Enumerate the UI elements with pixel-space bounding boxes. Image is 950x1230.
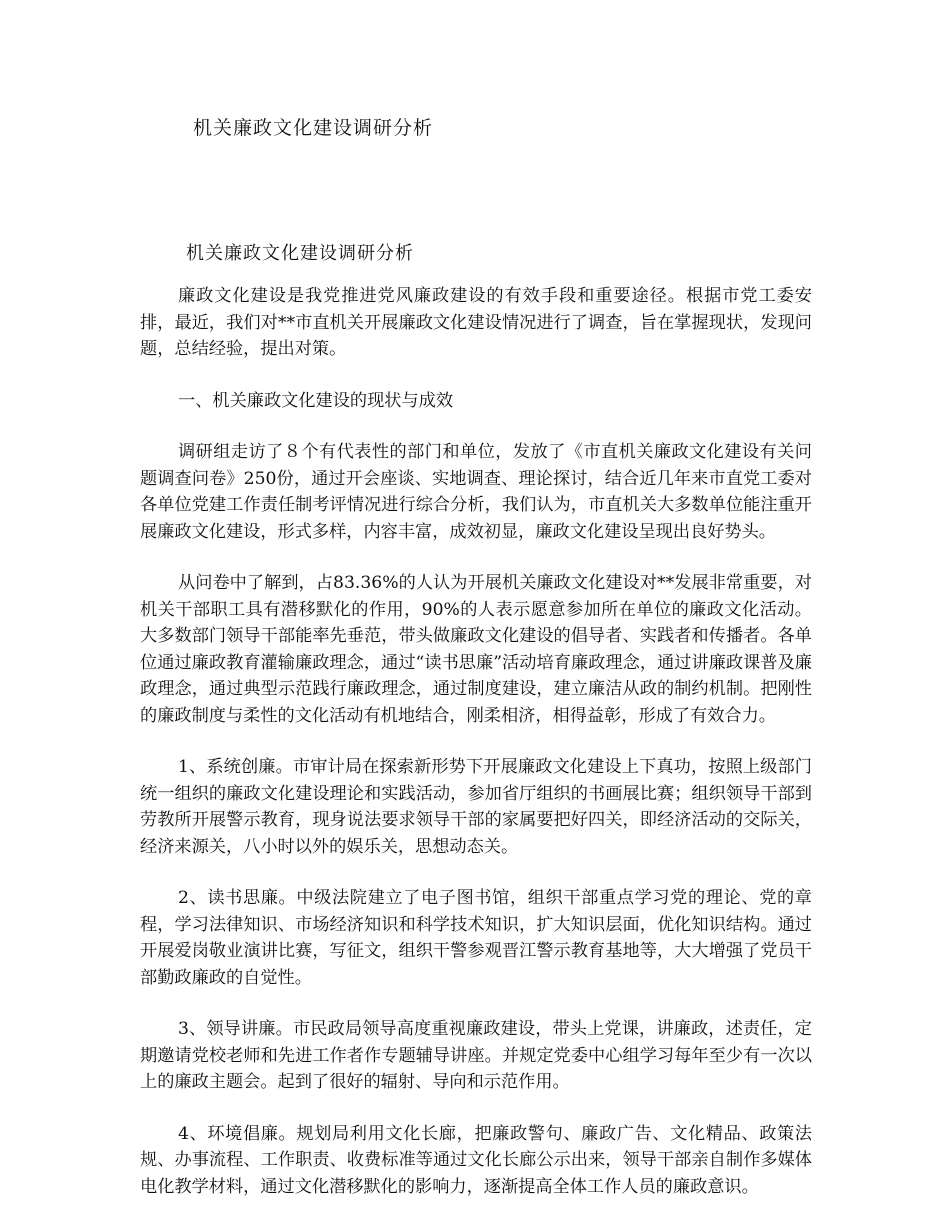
item-1-paragraph: 1、系统创廉。市审计局在探索新形势下开展廉政文化建设上下真功，按照上级部门统一组织的廉政文化建设理论和实践活动，参加省厅组织的书画展比赛；组织领导干部到劳教所开展警示教育，现身说法要求领导干部的家属要把好四关，即经济活动的交际关，经济来源关，八小时以外的娱乐关，思想动态关。: [140, 757, 812, 857]
section-heading: 一、机关廉政文化建设的现状与成效: [178, 390, 454, 411]
item-4-paragraph: 4、环境倡廉。规划局利用文化长廊，把廉政警句、廉政广告、文化精品、政策法规、办事流程、工作职责、收费标准等通过文化长廊公示出来，领导干部亲自制作多媒体电化教学材料，通过文化潜移默化的影响力，逐渐提高全体工作人员的廉政意识。: [140, 1123, 812, 1197]
document-top-title: 机关廉政文化建设调研分析: [193, 117, 434, 139]
document-body-title: 机关廉政文化建设调研分析: [186, 243, 414, 264]
document-content: [140, 283, 812, 1225]
survey-paragraph: 调研组走访了８个有代表性的部门和单位，发放了《市直机关廉政文化建设有关问题调查问卷》250份，通过开会座谈、实地调查、理论探讨，结合近几年来市直党工委对各单位党建工作责任制考评情况进行综合分析，我们认为，市直机关大多数单位能注重开展廉政文化建设，形式多样，内容丰富，成效初显，廉政文化建设呈现出良好势头。: [140, 442, 812, 542]
questionnaire-paragraph: 从问卷中了解到，占83.36%的人认为开展机关廉政文化建设对**发展非常重要，对机关干部职工具有潜移默化的作用，90%的人表示愿意参加所在单位的廉政文化活动。大多数部门领导干部能率先垂范，带头做廉政文化建设的倡导者、实践者和传播者。各单位通过廉政教育灌输廉政理念，通过“读书思廉”活动培育廉政理念，通过讲廉政课普及廉政理念，通过典型示范践行廉政理念，通过制度建设，建立廉洁从政的制约机制。把刚性的廉政制度与柔性的文化活动有机地结合，刚柔相济，相得益彰，形成了有效合力。: [140, 573, 812, 726]
intro-paragraph: 廉政文化建设是我党推进党风廉政建设的有效手段和重要途径。根据市党工委安排，最近，我们对**市直机关开展廉政文化建设情况进行了调查，旨在掌握现状，发现问题，总结经验，提出对策。: [140, 286, 812, 359]
item-3-paragraph: 3、领导讲廉。市民政局领导高度重视廉政建设，带头上党课，讲廉政，述责任，定期邀请党校老师和先进工作者作专题辅导讲座。并规定党委中心组学习每年至少有一次以上的廉政主题会。起到了很好的辐射、导向和示范作用。: [140, 1019, 812, 1092]
item-2-paragraph: 2、读书思廉。中级法院建立了电子图书馆，组织干部重点学习党的理论、党的章程，学习法律知识、市场经济知识和科学技术知识，扩大知识层面，优化知识结构。通过开展爱岗敬业演讲比赛，写征文，组织干警参观晋江警示教育基地等，大大增强了党员干部勤政廉政的自觉性。: [140, 888, 812, 988]
